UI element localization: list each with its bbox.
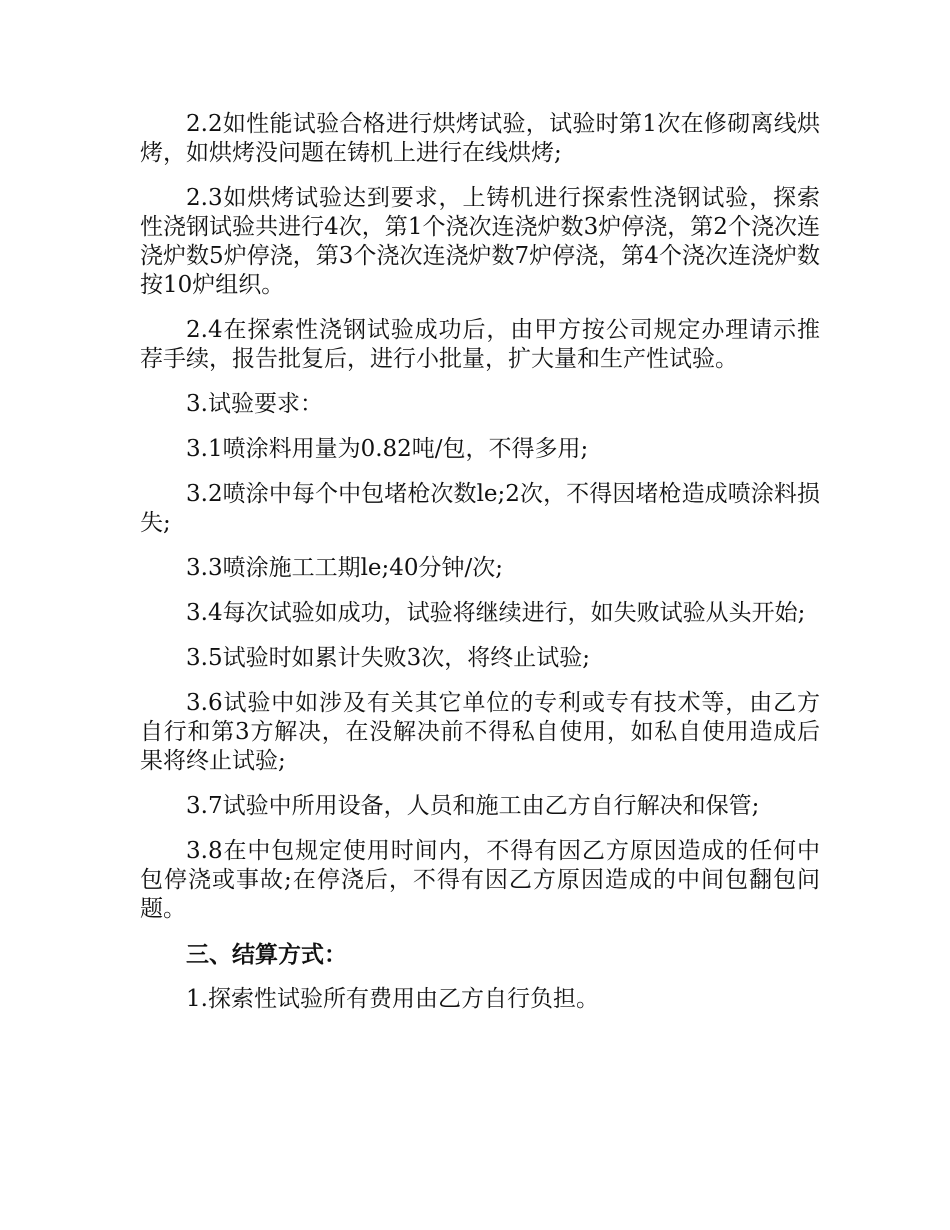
section-heading-settlement: 三、结算方式：: [186, 941, 347, 968]
paragraph-3-7: 3.7试验中所用设备，人员和施工由乙方自行解决和保管;: [186, 793, 760, 819]
document-page: [140, 110, 820, 1014]
paragraph-3-1: 3.1喷涂料用量为0.82吨/包，不得多用;: [186, 436, 589, 462]
paragraph-3-5: 3.5试验时如累计失败3次，将终止试验;: [186, 645, 590, 671]
paragraph-settlement-1: 1.探索性试验所有费用由乙方自行负担。: [186, 986, 599, 1012]
paragraph-3-8: 3.8在中包规定使用时间内，不得有因乙方原因造成的任何中包停浇或事故;在停浇后，不得有因乙方原因造成的中间包翻包问题。: [140, 838, 820, 922]
paragraph-3-4: 3.4每次试验如成功，试验将继续进行，如失败试验从头开始;: [186, 600, 806, 626]
paragraph-2-2: 2.2如性能试验合格进行烘烤试验，试验时第1次在修砌离线烘烤，如烘烤没问题在铸机上进行在线烘烤;: [140, 111, 820, 166]
paragraph-2-4: 2.4在探索性浇钢试验成功后，由甲方按公司规定办理请示推荐手续，报告批复后，进行小批量，扩大量和生产性试验。: [140, 317, 820, 372]
paragraph-3-2: 3.2喷涂中每个中包堵枪次数le;2次，不得因堵枪造成喷涂料损失;: [140, 481, 820, 536]
paragraph-3-6: 3.6试验中如涉及有关其它单位的专利或专有技术等，由乙方自行和第3方解决，在没解决前不得私自使用，如私自使用造成后果将终止试验;: [140, 690, 820, 774]
paragraph-3-3: 3.3喷涂施工工期le;40分钟/次;: [186, 555, 504, 581]
paragraph-3-heading: 3.试验要求：: [186, 391, 323, 417]
paragraph-2-3: 2.3如烘烤试验达到要求，上铸机进行探索性浇钢试验，探索性浇钢试验共进行4次，第1个浇次连浇炉数3炉停浇，第2个浇次连浇炉数5炉停浇，第3个浇次连浇炉数7炉停浇，第4个浇次连浇炉数按10炉组织。: [140, 185, 820, 298]
